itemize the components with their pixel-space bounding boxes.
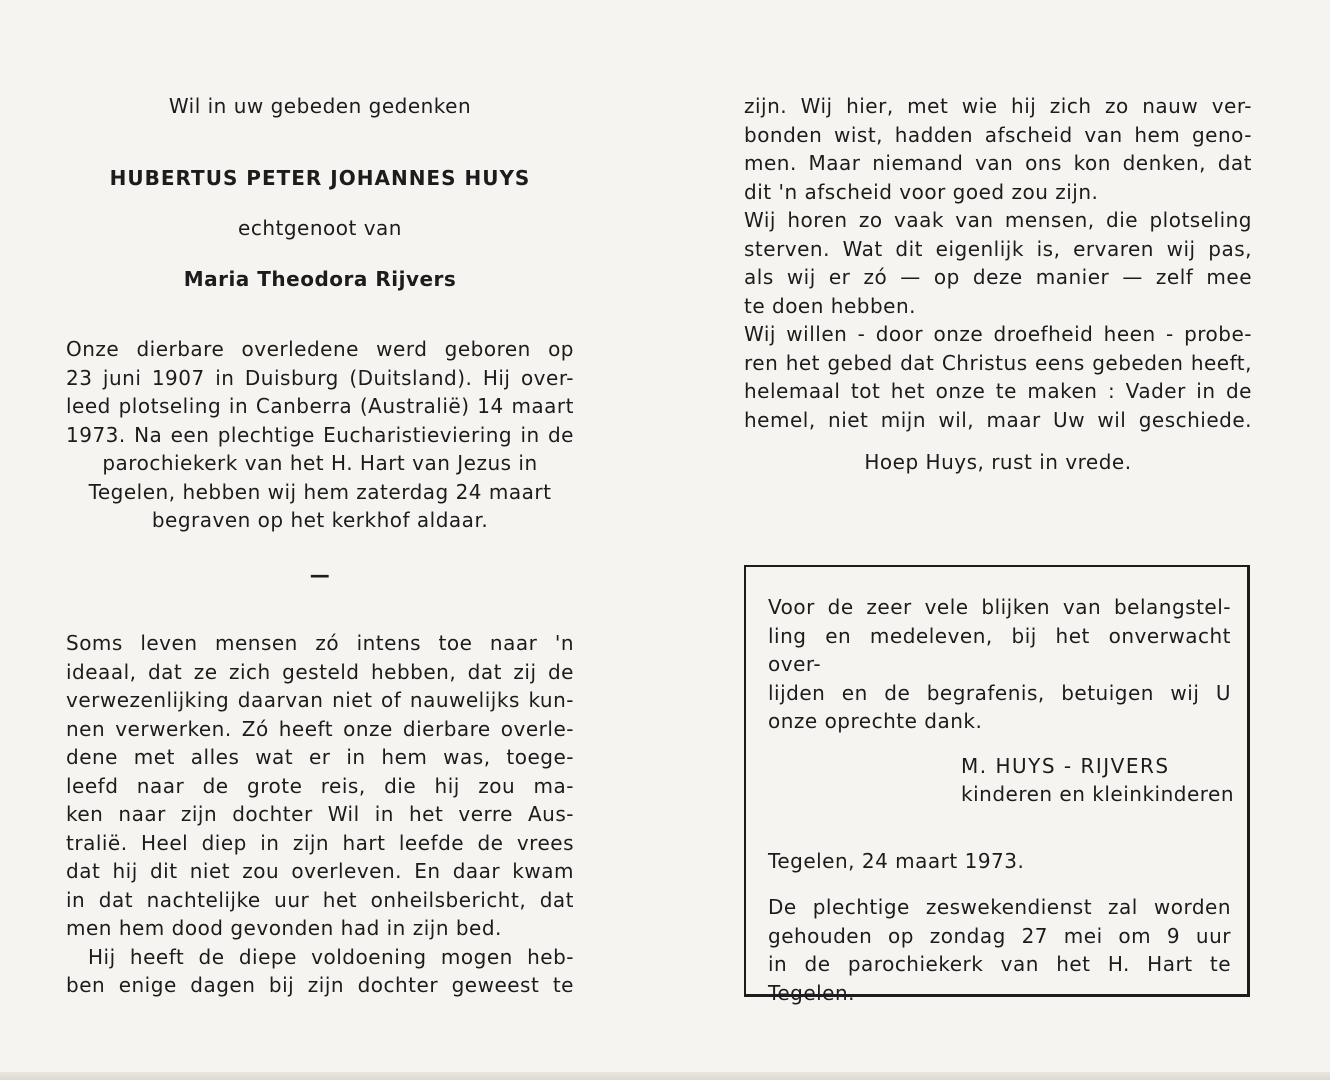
card-edge	[0, 1072, 1330, 1080]
essay-line: bonden wist, hadden afscheid van hem geno-	[744, 122, 1252, 147]
essay-line: Wij willen - door onze droefheid heen - probe-	[744, 322, 1252, 346]
bio-line: begraven op het kerkhof aldaar.	[151, 508, 489, 532]
essay-continuation	[744, 92, 1252, 434]
spouse-name: Maria Theodora Rijvers	[183, 266, 457, 291]
mass-line: De plechtige zeswekendienst zal worden	[768, 895, 1231, 919]
essay-line: ideaal, dat ze zich gesteld hebben, dat zij de	[66, 659, 574, 684]
essay-line: ben enige dagen bij zijn dochter geweest te	[66, 973, 574, 997]
signature	[768, 752, 1235, 809]
thanks-line: onze oprechte dank.	[768, 709, 983, 733]
biography	[66, 335, 574, 535]
essay-line: in dat nachtelijke uur het onheilsbericht, dat	[66, 887, 574, 912]
bio-line: Onze dierbare overledene werd geboren op	[66, 337, 574, 361]
essay-line: als wij er zó — op deze manier — zelf mee	[744, 265, 1252, 289]
essay-line: men. Maar niemand van ons kon denken, dat	[744, 151, 1252, 175]
essay-line: leefd naar de grote reis, die hij zou ma-	[66, 773, 574, 798]
essay-line: verwezenlijking daarvan niet of nauwelijks kun-	[66, 688, 574, 712]
bio-line: Tegelen, hebben wij hem zaterdag 24 maart	[88, 479, 552, 504]
bio-line: 1973. Na een plechtige Eucharistieviering in de	[66, 422, 574, 447]
mass-line: gehouden op zondag 27 mei om 9 uur	[768, 923, 1231, 948]
signature-name: M. HUYS - RIJVERS	[961, 753, 1170, 778]
place-date: Tegelen, 24 maart 1973.	[768, 848, 1025, 873]
bio-line: parochiekerk van het H. Hart van Jezus in	[102, 451, 538, 475]
essay-line: ren het gebed dat Christus eens gebeden heeft,	[744, 350, 1252, 375]
right-page	[744, 92, 1252, 477]
essay-line: zijn. Wij hier, met wie hij zich zo nauw ver-	[744, 94, 1252, 118]
thanks-content	[768, 593, 1235, 1007]
thanks-line: Voor de zeer vele blijken van belangstel-	[768, 595, 1231, 619]
thanks-line: ling en medeleven, bij het onverwacht over-	[768, 623, 1231, 676]
deceased-name: HUBERTUS PETER JOHANNES HUYS	[109, 165, 531, 190]
signature-sub: kinderen en kleinkinderen	[961, 782, 1235, 806]
essay-line: te doen hebben.	[744, 293, 916, 318]
essay-line: sterven. Wat dit eigenlijk is, ervaren wij pas,	[744, 236, 1252, 261]
essay-line: dat hij dit niet zou overleven. En daar kwam	[66, 859, 574, 883]
spouse-label: echtgenoot van	[238, 216, 402, 240]
thanks-box	[744, 565, 1250, 1005]
mass-note	[768, 893, 1231, 1007]
essay-line: hemel, niet mijn wil, maar Uw wil geschiede.	[744, 407, 1252, 432]
essay-line: nen verwerken. Zó heeft onze dierbare overle-	[66, 716, 574, 741]
thanks-line: lijden en de begrafenis, betuigen wij U	[768, 680, 1231, 705]
essay-line: Wij horen zo vaak van mensen, die plotseling	[744, 208, 1252, 232]
essay-line: helemaal tot het onze te maken : Vader in de	[744, 379, 1252, 403]
essay-line: men hem dood gevonden had in zijn bed.	[66, 916, 502, 940]
essay-line: Soms leven mensen zó intens toe naar 'n	[66, 631, 574, 655]
intro-line: Wil in uw gebeden gedenken	[168, 94, 472, 118]
essay-line: tralië. Heel diep in zijn hart leefde de vrees	[66, 830, 574, 855]
farewell-line: Hoep Huys, rust in vrede.	[864, 450, 1132, 474]
separator-dash: —	[309, 562, 331, 587]
bio-line: 23 juni 1907 in Duisburg (Duitsland). Hij over-	[66, 365, 574, 390]
essay-line: Hij heeft de diepe voldoening mogen heb-	[88, 944, 574, 969]
essay-line: ken naar zijn dochter Wil in het verre Aus-	[66, 802, 574, 826]
mass-line: in de parochiekerk van het H. Hart te	[768, 952, 1231, 976]
bio-line: leed plotseling in Canberra (Australië) 14 maart	[66, 394, 574, 418]
essay-line: dene met alles wat er in hem was, toege-	[66, 745, 574, 769]
essay	[66, 629, 574, 1000]
essay-line: dit 'n afscheid voor goed zou zijn.	[744, 179, 1099, 204]
mass-line: Tegelen.	[768, 980, 856, 1005]
left-page	[66, 92, 574, 1000]
